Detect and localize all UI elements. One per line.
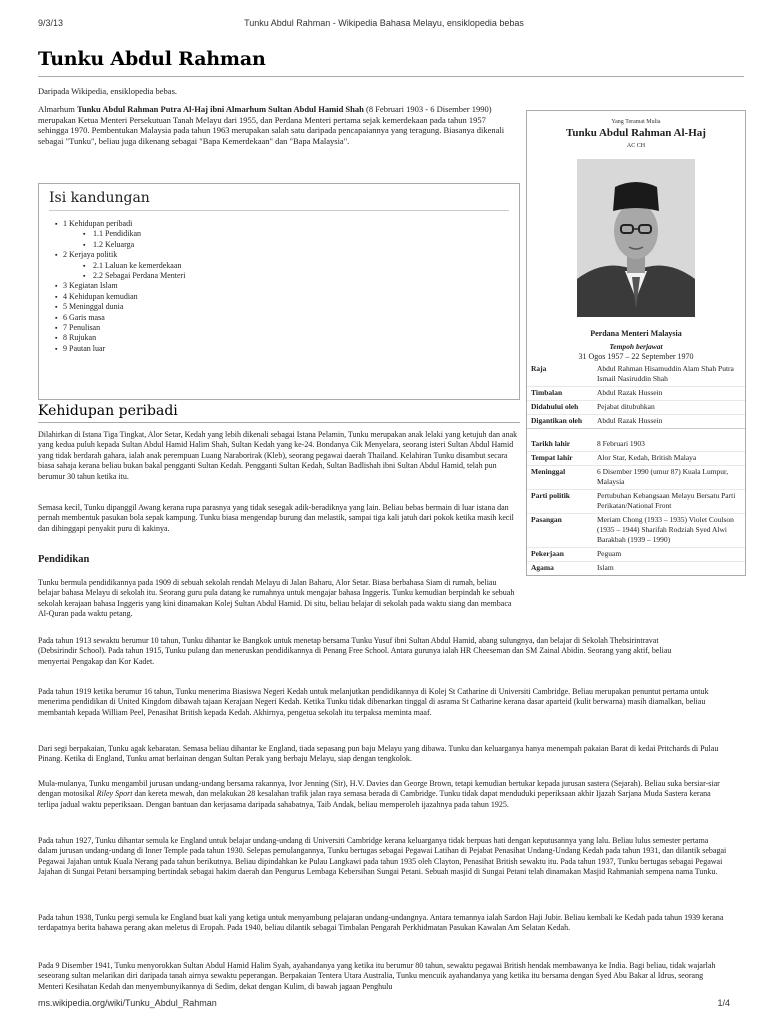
infobox bbox=[526, 110, 746, 576]
infobox-row bbox=[527, 438, 745, 451]
toc-list bbox=[49, 219, 509, 354]
p7-part-b: dan kereta mewah, dan melakukan 28 kesalahan trafik jalan raya semasa berada di Cambridge. Tunku tidak dapat menduduki peperiksaan akhir Ijazah Sarjana Muda Sastera kerana terlipa jadual waktu peperiksaan. Dengan bantuan dan kerjasama daripada sahabatnya, Taib Andak, beliau memperoleh ijazahnya pada tahun 1925. bbox=[38, 789, 711, 809]
infobox-row bbox=[527, 547, 745, 561]
infobox-row-label: Pekerjaan bbox=[531, 549, 564, 558]
toc-item[interactable]: ▪ 1.1 Pendidikan bbox=[49, 229, 509, 239]
paragraph-8: Pada tahun 1927, Tunku dihantar semula ke England untuk belajar undang-undang di Universiti Cambridge kerana keluarganya tidak berpuas hati dengan keputusannya yang lalu. Beliau lulus semester pertama dalam jurusan undang-undang di Inner Temple pada tahun 1930. Selepas pemulangannya, Tunku bertugas sebagai Pegawai Latihan di Pejabat Penasihat Undang-Undang Kedah pada tahun 1931, dan dilantik sebagai Pegawai Jajahan untuk Kuala Nerang pada tahun berikutnya. Beliau dipindahkan ke Pulau Langkawi pada tahun 1935 oleh Clayton, Penasihat British sewaktu itu. Pada tahun 1937, Tunku bertugas sebagai Pegawai Jajahan di Sungai Petani bersamping bertindak sebagai hakim daerah dan Pengurus Lembaga Kebersihan Sungai Petani. Sebuah masjid di Sungai Petani telah dinamakan Masjid Rahmaniah sempena nama Tunku. bbox=[38, 836, 727, 877]
infobox-row-value[interactable]: 8 Februari 1903 bbox=[597, 439, 645, 448]
paragraph-5: Pada tahun 1919 ketika berumur 16 tahun, Tunku menerima Biasiswa Negeri Kedah untuk melanjutkan pendidikannya di Kolej St Catharine di Universiti Cambridge. Beliau merupakan penuntut pertama untuk menerima pendidikan di United Kingdom dibawah tajaan Kerajaan Negeri Kedah. Ketika Tunku tidak dibenarkan tinggal di asrama St Catharine kerana dasar aparteid (kulit berwarna) masih diamalkan, beliau membantah kepada William Peel, Penasihat British kepada Kedah. Akhirnya, pengetua sekolah itu terpaksa meminta maaf. bbox=[38, 687, 709, 717]
infobox-row-value[interactable]: Abdul Rahman Hisamuddin Alam Shah Putra Ismail Nasiruddin Shah bbox=[597, 364, 734, 383]
tagline: Daripada Wikipedia, ensiklopedia bebas. bbox=[38, 86, 177, 96]
toc-item[interactable]: ▪ 8 Rujukan bbox=[49, 333, 509, 343]
toc-item[interactable]: ▪ 9 Pautan luar bbox=[49, 344, 509, 354]
infobox-role: Perdana Menteri Malaysia bbox=[590, 329, 682, 338]
toc-item[interactable]: ▪ 1.2 Keluarga bbox=[49, 240, 509, 250]
infobox-row-value[interactable]: Abdul Razak Hussein bbox=[597, 416, 663, 425]
toc-item[interactable]: ▪ 3 Kegiatan Islam bbox=[49, 281, 509, 291]
paragraph-7 bbox=[38, 779, 728, 810]
portrait-photo-graphic bbox=[577, 159, 695, 317]
infobox-row-value[interactable]: Pejabat ditubuhkan bbox=[597, 402, 655, 411]
print-page-title: Tunku Abdul Rahman - Wikipedia Bahasa Melayu, ensiklopedia bebas bbox=[244, 18, 524, 28]
paragraph-4: Pada tahun 1913 sewaktu berumur 10 tahun, Tunku dihantar ke Bangkok untuk menetap bersama Tunku Yusuf ibni Sultan Abdul Hamid, abang sulungnya, dan belajar di Sekolah Thebsirintravat (Debsirindir School). Pada tahun 1915, Tunku pulang dan meneruskan pendidikannya di Penang Free School. Antara gurunya ialah HR Cheeseman dan SM Zainal Abidin. Seorang yang aktif, beliau menyertai Pengakap dan Kor Kadet. bbox=[38, 636, 672, 666]
infobox-row-value[interactable]: Peguam bbox=[597, 549, 622, 558]
infobox-row-value[interactable]: Abdul Razak Hussein bbox=[597, 388, 663, 397]
toc-item[interactable]: ▪ 2.2 Sebagai Perdana Menteri bbox=[49, 271, 509, 281]
subsection-heading-pendidikan: Pendidikan bbox=[38, 554, 90, 565]
p7-italic: Riley Sport bbox=[96, 789, 133, 799]
infobox-row bbox=[527, 513, 745, 547]
paragraph-1: Dilahirkan di Istana Tiga Tingkat, Alor Setar, Kedah yang lebih dikenali sebagai Istana Pelamin, Tunku merupakan anak lelaki yang ketujuh dan anak yang kedua puluh kepada Sultan Abdul Hamid Halim Shah, Sultan Kedah yang ke-24. Bondanya Cik Menyelara, seorang isteri Sultan Abdul Hamid yang tidak berdarah gahara, ialah anak perempuan Luang Naraborirak (Kleb), seorang pegawai daerah Thailand. Kelahiran Tunku disambut secara biasa sahaja kerana beliau bukan bakal pengganti Sultan Kedah. Pengganti Sultan Kedah, Sultan Badlishah ibni Sultan Abdul Hamid, telah pun berumur 30 tahun ketika itu. bbox=[38, 430, 518, 481]
infobox-row bbox=[527, 414, 745, 428]
infobox-row bbox=[527, 386, 745, 400]
infobox-row bbox=[527, 451, 745, 465]
toc-item[interactable]: ▪ 7 Penulisan bbox=[49, 323, 509, 333]
infobox-row-label: Tarikh lahir bbox=[531, 439, 571, 448]
toc-item[interactable]: ▪ 4 Kehidupan kemudian bbox=[49, 292, 509, 302]
infobox-row-label: Meninggal bbox=[531, 467, 566, 476]
infobox-term: 31 Ogos 1957 – 22 September 1970 bbox=[578, 352, 694, 361]
lead-paragraph bbox=[38, 104, 516, 146]
infobox-row-label: Pasangan bbox=[531, 515, 562, 524]
infobox-row-label: Raja bbox=[531, 364, 547, 373]
lead-prefix: Almarhum bbox=[38, 104, 77, 114]
toc-item[interactable]: ▪ 2.1 Laluan ke kemerdekaan bbox=[49, 261, 509, 271]
infobox-divider bbox=[527, 428, 745, 436]
print-footer bbox=[38, 998, 730, 1012]
infobox-row-label: Agama bbox=[531, 563, 554, 572]
infobox-postnominal: AC CH bbox=[626, 143, 646, 149]
infobox-row-label: Timbalan bbox=[531, 388, 563, 397]
lead-bold-name: Tunku Abdul Rahman Putra Al-Haj ibni Almarhum Sultan Abdul Hamid Shah bbox=[76, 104, 364, 114]
toc-item[interactable]: ▪ 5 Meninggal dunia bbox=[49, 302, 509, 312]
infobox-row bbox=[527, 400, 745, 414]
infobox-row-label: Didahului oleh bbox=[531, 402, 579, 411]
infobox-term-label: Tempoh berjawat bbox=[609, 342, 663, 351]
article-page bbox=[38, 48, 746, 991]
paragraph-2: Semasa kecil, Tunku dipanggil Awang kerana rupa parasnya yang tidak sesegak adik-beradiknya yang lain. Beliau bebas bermain di luar istana dan pernah membentuk pasukan bola sepak kampung. Tunku biasa mengendap burung dan melastik, sampai tiga kali jatuh dari pokok ketika masih kecil dan dihinggapi penyakit puru di kakinya. bbox=[38, 503, 514, 533]
paragraph-3: Tunku bermula pendidikannya pada 1909 di sebuah sekolah rendah Melayu di Jalan Baharu, Alor Setar. Biasa berbahasa Siam di rumah, beliau belajar bahasa Melayu di sekolah itu. Seorang guru pula datang ke rumahnya untuk mengajar bahasa Inggeris. Tunku kemudian berpindah ke sebuah sekolah kerajaan bahasa Inggeris yang kini dinamakan Kolej Sultan Abdul Hamid. Di situ, beliau belajar di sekolah pada waktu siang dan membaca Al-Quran pada waktu petang. bbox=[38, 578, 515, 619]
toc-title: Isi kandungan bbox=[49, 190, 509, 211]
infobox-name: Tunku Abdul Rahman Al-Haj bbox=[566, 127, 706, 139]
infobox-honorific: Yang Teramat Mulia bbox=[611, 119, 661, 125]
infobox-row bbox=[527, 465, 745, 489]
infobox-row bbox=[527, 561, 745, 575]
lead-rest: (8 Februari 1903 - 6 Disember 1990) merupakan Ketua Menteri Persekutuan Tanah Melayu dari 1955, dan Perdana Menteri pertama sejak kemerdekaan pada tahun 1957 sehingga 1970. Pembentukan Malaysia pada tahun 1963 merupakan salah satu daripada pencapaiannya yang teragung. Biasanya dikenali sebagai "Tunku", beliau juga dikenang sebagai "Bapa Kemerdekaan" dan "Bapa Malaysia". bbox=[38, 104, 505, 146]
paragraph-9: Pada tahun 1938, Tunku pergi semula ke England buat kali yang ketiga untuk menyambung pelajaran undang-undangnya. Antara temannya ialah Sardon Haji Jubir. Beliau kembali ke Kedah pada tahun 1939 kerana terdapatnya berita bahawa perang akan meletus di Eropah. Pada 1940, beliau dilantik sebagai Timbalan Pengarah Perkhidmatan Pasukan Kawalan Am Selatan Kedah. bbox=[38, 913, 724, 933]
infobox-row-label: Tempat lahir bbox=[531, 453, 573, 462]
infobox-row-value[interactable]: Pertubuhan Kebangsaan Melayu Bersatu Parti Perikatan/National Front bbox=[597, 491, 736, 510]
page-title: Tunku Abdul Rahman bbox=[38, 48, 744, 77]
infobox-row-value[interactable]: Islam bbox=[597, 563, 614, 572]
print-header bbox=[38, 18, 730, 32]
infobox-row bbox=[527, 363, 745, 386]
paragraph-10: Pada 9 Disember 1941, Tunku menyorokkan Sultan Abdul Hamid Halim Syah, ayahandanya yang ketika itu berumur 80 tahun, sewaktu pegawai British hendak membawanya ke India. Bagi beliau, tidak wajarlah seseorang sultan melarikan diri daripada tanah airnya sewaktu peperangan. Berpakaian Tentera Utara Australia, Tunku mencuik ayahandanya yang ketika itu bersama dengan Syed Abu Bakar al Idrus, seorang Menteri Kesihatan Kedah dan menyembunyikannya di Sedim, dekat dengan Kulim, di bawah jagaan Penghulu bbox=[38, 961, 716, 991]
table-of-contents bbox=[38, 183, 520, 400]
infobox-row-label: Parti politik bbox=[531, 491, 570, 500]
section-heading-kehidupan: Kehidupan peribadi bbox=[38, 403, 520, 423]
infobox-row-value[interactable]: 6 Disember 1990 (umur 87) Kuala Lumpur, Malaysia bbox=[597, 467, 729, 486]
print-page-number: 1/4 bbox=[717, 998, 730, 1008]
toc-item[interactable]: ▪ 1 Kehidupan peribadi bbox=[49, 219, 509, 229]
print-url: ms.wikipedia.org/wiki/Tunku_Abdul_Rahman bbox=[38, 998, 217, 1008]
toc-item[interactable]: ▪ 2 Kerjaya politik bbox=[49, 250, 509, 260]
toc-item[interactable]: ▪ 6 Garis masa bbox=[49, 313, 509, 323]
print-date: 9/3/13 bbox=[38, 18, 64, 28]
infobox-row-value[interactable]: Meriam Chong (1933 – 1935) Violet Coulson (1935 – 1944) Sharifah Rodziah Syed Alwi Barakbah (1939 – 1990) bbox=[597, 515, 734, 544]
infobox-row-value[interactable]: Alor Star, Kedah, British Malaya bbox=[597, 453, 697, 462]
infobox-row bbox=[527, 489, 745, 513]
infobox-office-rows bbox=[527, 363, 745, 428]
portrait-photo[interactable] bbox=[577, 159, 695, 317]
infobox-personal-rows bbox=[527, 438, 745, 575]
infobox-row-label: Digantikan oleh bbox=[531, 416, 583, 425]
p7-part-a: Mula-mulanya, Tunku mengambil jurusan undang-undang bersama rakannya, Ivor Jenning (Sir), H.V. Davies dan George Brown, tetapi kemudian bertukar kepada jurusan sastera (Sejarah). Beliau suka bersiar-siar dengan motosikal bbox=[38, 779, 720, 799]
paragraph-6: Dari segi berpakaian, Tunku agak kebaratan. Semasa beliau dihantar ke England, tiada sepasang pun baju Melayu yang dibawa. Tunku dan keluarganya hanya menempah pakaian Barat di kedai Pritchards di Pulau Pinang. Ketika di England, Tunku amat berlainan dengan Sultan Perak yang berbaju Melayu, siap dengan tengkolok. bbox=[38, 744, 719, 764]
